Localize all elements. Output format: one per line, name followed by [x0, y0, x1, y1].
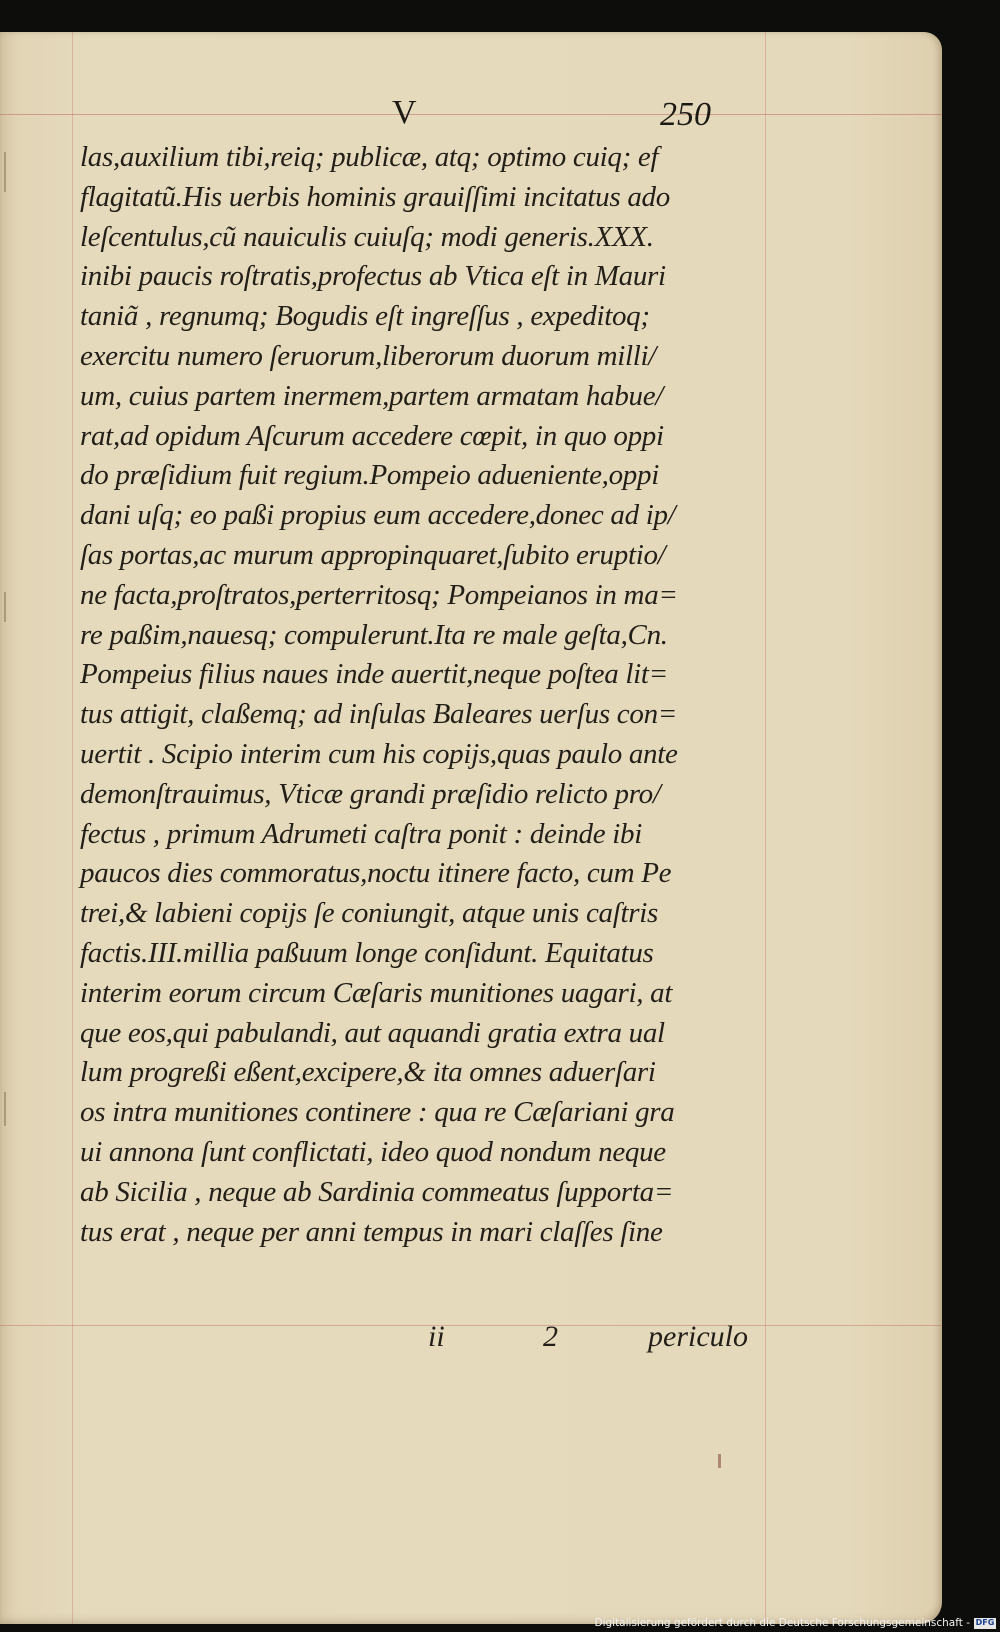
signature-letter: V — [392, 94, 417, 131]
text-line: taniã , regnumq; Bogudis eſt ingreſſus , expeditoq; — [80, 300, 650, 333]
page-footer — [0, 1320, 942, 1360]
text-line: interim eorum circum Cæſaris munitiones uagari, at — [80, 976, 673, 1009]
text-line: tus attigit, claßemq; ad inſulas Baleares uerſus con= — [80, 698, 678, 731]
text-block — [80, 138, 760, 1252]
text-line: um, cuius partem inermem,partem armatam habue/ — [80, 379, 664, 412]
text-line: lum progreßi eßent,excipere,& ita omnes aduerſari — [80, 1056, 656, 1089]
text-line: las,auxilium tibi,reiq; publicæ, atq; optimo cuiq; ef — [80, 141, 659, 173]
text-line: dani uſq; eo paßi propius eum accedere,donec ad ip/ — [80, 499, 676, 532]
text-line: que eos,qui pabulandi, aut aquandi gratia extra ual — [80, 1016, 665, 1049]
text-line: factis.III.millia paßuum longe conſidunt. Equitatus — [80, 936, 654, 969]
text-line: ne facta,proſtratos,perterritosq; Pompeianos in ma= — [80, 578, 678, 611]
signature-number: 2 — [543, 1320, 558, 1353]
dfg-logo-icon: DFG — [975, 1618, 995, 1627]
credit-text: Digitalisierung gefördert durch die Deutsche Forschungsgemeinschaft - — [594, 1617, 970, 1629]
book-page — [0, 32, 942, 1624]
text-line: tus erat , neque per anni tempus in mari claſſes ſine — [80, 1215, 663, 1248]
catchword: periculo — [648, 1320, 748, 1353]
text-line: ui annona ſunt conflictati, ideo quod nondum neque — [80, 1135, 666, 1168]
digitization-credit — [594, 1616, 996, 1630]
text-line: ſas portas,ac murum appropinquaret,ſubito eruptio/ — [80, 538, 666, 571]
ruled-line-right — [765, 32, 766, 1624]
text-line: ab Sicilia , neque ab Sardinia commeatus ſupporta= — [80, 1175, 674, 1208]
text-line: leſcentulus,cũ nauiculis cuiuſq; modi generis.XXX. — [80, 220, 654, 253]
text-line: paucos dies commoratus,noctu itinere facto, cum Pe — [80, 857, 672, 890]
text-line: fectus , primum Adrumeti caſtra ponit : deinde ibi — [80, 817, 642, 850]
binding-stitch — [4, 592, 6, 622]
binding-stitch — [4, 152, 6, 192]
text-line: trei,& labieni copijs ſe coniungit, atque unis caſtris — [80, 897, 658, 930]
text-line: demonſtrauimus, Vticæ grandi præſidio relicto pro/ — [80, 777, 661, 810]
paper-blemish — [718, 1454, 721, 1468]
text-line: Pompeius filius naues inde auertit,neque poſtea lit= — [80, 658, 668, 691]
text-line: os intra munitiones continere : qua re Cæſariani gra — [80, 1096, 675, 1129]
text-line: rat,ad opidum Aſcurum accedere cœpit, in quo oppi — [80, 419, 664, 452]
folio-number: 250 — [660, 96, 711, 133]
text-line: re paßim,nauesq; compulerunt.Ita re male geſta,Cn. — [80, 618, 668, 651]
text-line: exercitu numero ſeruorum,liberorum duorum milli/ — [80, 339, 657, 372]
binding-stitch — [4, 1092, 6, 1126]
text-line: inibi paucis roſtratis,profectus ab Vtica eſt in Mauri — [80, 260, 666, 293]
text-line: do præſidium fuit regium.Pompeio aduenientе,oppi — [80, 459, 659, 492]
text-line: flagitatũ.His uerbis hominis grauiſſimi incitatus ado — [80, 180, 670, 213]
running-head — [0, 94, 942, 134]
signature-mark: ii — [428, 1320, 445, 1353]
text-line: uertit . Scipio interim cum his copijs,quas paulo ante — [80, 737, 678, 770]
ruled-line-left — [72, 32, 73, 1624]
